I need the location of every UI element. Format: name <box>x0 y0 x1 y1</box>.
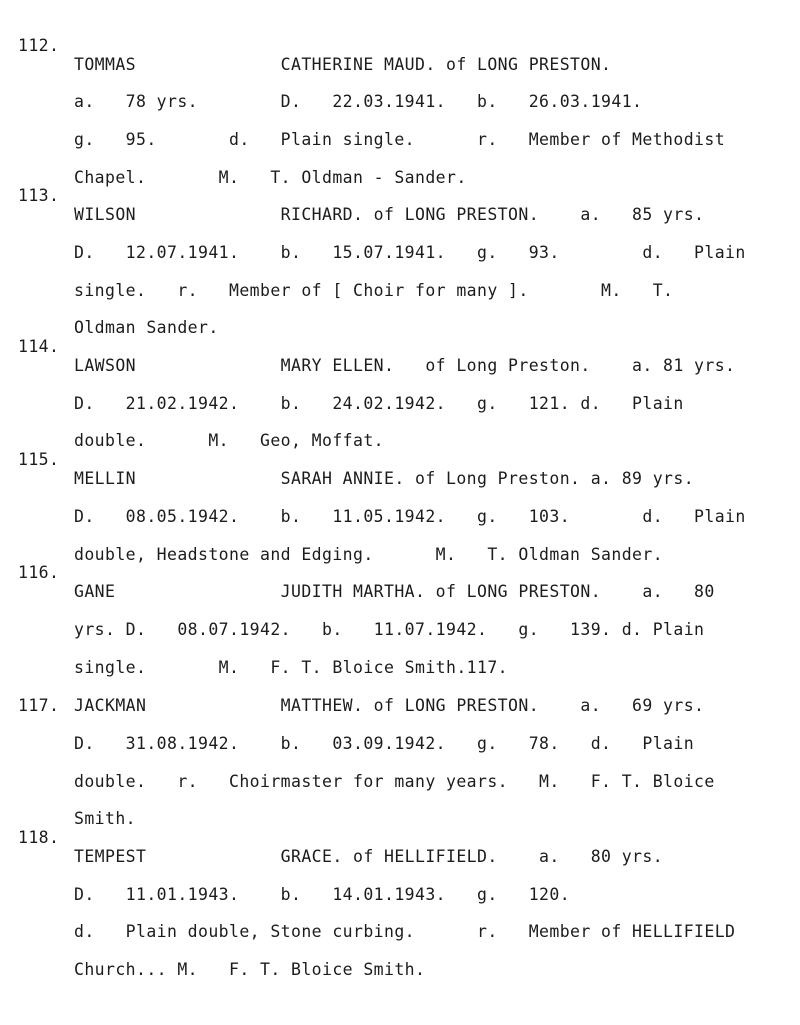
entry-line: D. 11.01.1943. b. 14.01.1943. g. 120. <box>74 885 571 904</box>
entry-line: TEMPEST GRACE. of HELLIFIELD. a. 80 yrs. <box>74 847 664 866</box>
entry-line: WILSON RICHARD. of LONG PRESTON. a. 85 yrs. <box>74 205 705 224</box>
entry-line: single. r. Member of [ Choir for many ]. M. T. <box>74 281 674 300</box>
entry-line: yrs. D. 08.07.1942. b. 11.07.1942. g. 139. d. Plain <box>74 620 705 639</box>
entry-line: JACKMAN MATTHEW. of LONG PRESTON. a. 69 yrs. <box>74 696 705 715</box>
entry-line: D. 31.08.1942. b. 03.09.1942. g. 78. d. Plain <box>74 734 695 753</box>
entry-line: MELLIN SARAH ANNIE. of Long Preston. a. 89 yrs. <box>74 469 695 488</box>
entry-number: 118. <box>18 828 60 847</box>
entry-number: 114. <box>18 337 60 356</box>
entry-line: Smith. <box>74 809 137 828</box>
entry-line: Chapel. M. T. Oldman - Sander. <box>74 168 467 187</box>
entry-line: double. M. Geo, Moffat. <box>74 431 385 450</box>
entry-number: 116. <box>18 563 60 582</box>
entry-line: double, Headstone and Edging. M. T. Oldman Sander. <box>74 545 664 564</box>
entry-line: D. 21.02.1942. b. 24.02.1942. g. 121. d. Plain <box>74 394 684 413</box>
entry-number: 117. <box>18 696 60 715</box>
entry-line: Oldman Sander. <box>74 318 219 337</box>
entry-line: GANE JUDITH MARTHA. of LONG PRESTON. a. 80 <box>74 582 715 601</box>
entry-number: 113. <box>18 186 60 205</box>
entry-line: d. Plain double, Stone curbing. r. Member of HELLIFIELD <box>74 922 736 941</box>
entry-line: TOMMAS CATHERINE MAUD. of LONG PRESTON. <box>74 55 612 74</box>
entry-number: 115. <box>18 450 60 469</box>
entry-line: Church... M. F. T. Bloice Smith. <box>74 960 426 979</box>
entry-number: 112. <box>18 36 60 55</box>
entry-line: a. 78 yrs. D. 22.03.1941. b. 26.03.1941. <box>74 92 643 111</box>
entry-line: g. 95. d. Plain single. r. Member of Methodist <box>74 130 726 149</box>
entry-line: single. M. F. T. Bloice Smith.117. <box>74 658 509 677</box>
entry-line: double. r. Choirmaster for many years. M. F. T. Bloice <box>74 772 715 791</box>
entry-line: LAWSON MARY ELLEN. of Long Preston. a. 81 yrs. <box>74 356 736 375</box>
entry-line: D. 12.07.1941. b. 15.07.1941. g. 93. d. Plain <box>74 243 746 262</box>
entry-line: D. 08.05.1942. b. 11.05.1942. g. 103. d. Plain <box>74 507 746 526</box>
